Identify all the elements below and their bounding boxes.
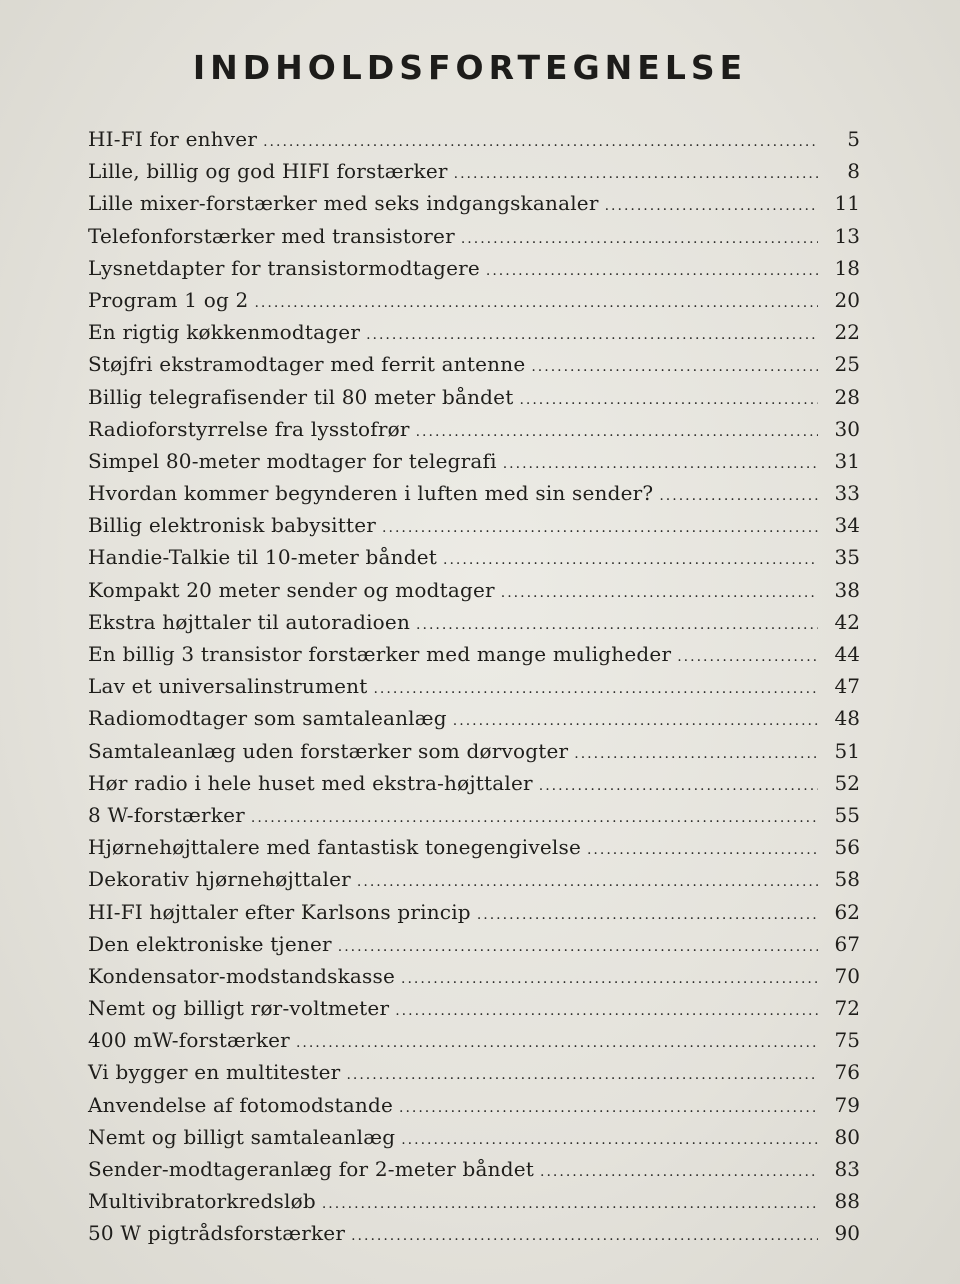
toc-entry bbox=[88, 1060, 860, 1092]
dot-leader bbox=[574, 746, 818, 762]
toc-entry-page-number: 76 bbox=[834, 1060, 860, 1085]
toc-entry-title: Lysnetdapter for transistormodtagere bbox=[88, 255, 480, 280]
toc-entry-page-number: 30 bbox=[834, 416, 860, 441]
dot-leader bbox=[416, 617, 818, 633]
toc-entry-title: Billig telegrafisender til 80 meter båndet bbox=[88, 384, 514, 409]
table-of-contents bbox=[88, 127, 860, 1254]
toc-entry bbox=[88, 1221, 860, 1253]
toc-entry-page-number: 33 bbox=[834, 481, 860, 506]
toc-entry-title: Program 1 og 2 bbox=[88, 287, 249, 312]
toc-entry bbox=[88, 256, 860, 288]
toc-entry-title: Lav et universalinstrument bbox=[88, 674, 368, 699]
toc-entry-page-number: 44 bbox=[834, 642, 860, 666]
toc-entry-page-number: 55 bbox=[834, 802, 860, 827]
toc-entry-title: Handie-Talkie til 10-meter båndet bbox=[88, 545, 438, 570]
toc-entry-page-number: 13 bbox=[834, 223, 860, 248]
toc-entry bbox=[88, 964, 860, 996]
dot-leader bbox=[322, 1196, 818, 1212]
dot-leader bbox=[539, 778, 818, 794]
toc-entry-page-number: 34 bbox=[834, 513, 860, 538]
toc-entry-page-number: 11 bbox=[834, 191, 860, 216]
toc-entry-page-number: 70 bbox=[834, 963, 860, 988]
toc-entry bbox=[88, 1125, 860, 1157]
toc-entry-title: Lille, billig og god HIFI forstærker bbox=[88, 159, 448, 184]
toc-entry bbox=[88, 610, 860, 642]
toc-entry bbox=[88, 578, 860, 610]
toc-entry-page-number: 18 bbox=[834, 255, 860, 280]
dot-leader bbox=[540, 1164, 818, 1180]
toc-entry-title: Anvendelse af fotomodstande bbox=[88, 1092, 393, 1117]
toc-entry bbox=[88, 803, 860, 835]
toc-entry bbox=[88, 513, 860, 545]
toc-entry-title: Sender-modtageranlæg for 2-meter båndet bbox=[88, 1157, 535, 1181]
toc-entry-page-number: 28 bbox=[834, 384, 860, 409]
dot-leader bbox=[461, 231, 818, 247]
toc-entry-page-number: 8 bbox=[847, 159, 860, 184]
toc-entry-title: Telefonforstærker med transistorer bbox=[88, 223, 455, 248]
toc-entry-title: En billig 3 transistor forstærker med mange muligheder bbox=[88, 642, 672, 666]
dot-leader bbox=[254, 295, 818, 311]
dot-leader bbox=[395, 1003, 818, 1019]
toc-entry-title: Billig elektronisk babysitter bbox=[88, 513, 377, 538]
dot-leader bbox=[263, 134, 818, 150]
dot-leader bbox=[351, 1228, 818, 1244]
dot-leader bbox=[677, 649, 818, 665]
toc-entry bbox=[88, 674, 860, 706]
toc-entry-page-number: 38 bbox=[834, 577, 860, 602]
toc-entry-page-number: 83 bbox=[834, 1157, 860, 1181]
dot-leader bbox=[454, 166, 818, 182]
dot-leader bbox=[399, 1100, 818, 1116]
page-title: INDHOLDSFORTEGNELSE bbox=[192, 48, 748, 87]
toc-entry-page-number: 47 bbox=[834, 674, 860, 699]
toc-entry-page-number: 88 bbox=[834, 1189, 860, 1214]
dot-leader bbox=[443, 552, 818, 568]
dot-leader bbox=[605, 198, 818, 214]
toc-entry bbox=[88, 739, 860, 771]
toc-entry bbox=[88, 159, 860, 191]
toc-entry-page-number: 79 bbox=[834, 1092, 860, 1117]
toc-entry-title: Radioforstyrrelse fra lysstofrør bbox=[88, 416, 410, 441]
toc-entry-title: Hjørnehøjttalere med fantastisk tonegengivelse bbox=[88, 835, 581, 860]
toc-entry bbox=[88, 642, 860, 674]
toc-entry-title: Kompakt 20 meter sender og modtager bbox=[88, 577, 495, 602]
toc-entry bbox=[88, 320, 860, 352]
toc-entry bbox=[88, 224, 860, 256]
toc-entry bbox=[88, 706, 860, 738]
toc-entry bbox=[88, 1189, 860, 1221]
toc-entry-page-number: 20 bbox=[834, 287, 860, 312]
toc-entry-page-number: 42 bbox=[834, 609, 860, 634]
toc-entry bbox=[88, 352, 860, 384]
toc-entry bbox=[88, 996, 860, 1028]
toc-entry bbox=[88, 385, 860, 417]
toc-entry-page-number: 48 bbox=[834, 706, 860, 731]
toc-entry-title: Simpel 80-meter modtager for telegrafi bbox=[88, 448, 497, 473]
dot-leader bbox=[382, 520, 818, 536]
toc-entry bbox=[88, 835, 860, 867]
toc-entry bbox=[88, 545, 860, 577]
toc-entry bbox=[88, 191, 860, 223]
toc-entry bbox=[88, 900, 860, 932]
toc-entry bbox=[88, 127, 860, 159]
toc-entry-page-number: 5 bbox=[847, 127, 860, 151]
toc-entry-title: Multivibratorkredsløb bbox=[88, 1189, 316, 1214]
toc-entry-title: En rigtig køkkenmodtager bbox=[88, 320, 361, 345]
toc-entry-title: Kondensator-modstandskasse bbox=[88, 963, 396, 988]
dot-leader bbox=[501, 585, 818, 601]
toc-entry-page-number: 75 bbox=[834, 1028, 860, 1053]
toc-entry bbox=[88, 867, 860, 899]
toc-entry-title: Dekorativ hjørnehøjttaler bbox=[88, 867, 351, 892]
dot-leader bbox=[587, 842, 818, 858]
toc-entry-page-number: 51 bbox=[834, 738, 860, 763]
toc-entry-title: 50 W pigtrådsforstærker bbox=[88, 1221, 346, 1246]
dot-leader bbox=[659, 488, 818, 504]
dot-leader bbox=[519, 392, 818, 408]
dot-leader bbox=[366, 327, 818, 343]
toc-entry-page-number: 62 bbox=[834, 899, 860, 924]
toc-entry-page-number: 58 bbox=[834, 867, 860, 892]
toc-entry-title: Lille mixer-forstærker med seks indgangskanaler bbox=[88, 191, 599, 216]
toc-entry bbox=[88, 288, 860, 320]
dot-leader bbox=[346, 1067, 818, 1083]
toc-entry bbox=[88, 1093, 860, 1125]
toc-entry-title: Nemt og billigt samtaleanlæg bbox=[88, 1124, 396, 1149]
toc-entry-page-number: 56 bbox=[834, 835, 860, 860]
dot-leader bbox=[531, 359, 818, 375]
toc-entry bbox=[88, 1157, 860, 1189]
toc-entry bbox=[88, 449, 860, 481]
dot-leader bbox=[401, 971, 818, 987]
toc-entry-page-number: 52 bbox=[834, 770, 860, 795]
toc-entry-page-number: 31 bbox=[834, 448, 860, 473]
toc-entry-page-number: 72 bbox=[834, 996, 860, 1021]
dot-leader bbox=[486, 263, 818, 279]
toc-entry-page-number: 35 bbox=[834, 545, 860, 570]
dot-leader bbox=[416, 424, 818, 440]
toc-entry-title: Samtaleanlæg uden forstærker som dørvogter bbox=[88, 738, 569, 763]
toc-entry-page-number: 67 bbox=[834, 931, 860, 956]
dot-leader bbox=[477, 907, 818, 923]
dot-leader bbox=[401, 1132, 818, 1148]
toc-entry-page-number: 80 bbox=[834, 1124, 860, 1149]
dot-leader bbox=[251, 810, 818, 826]
toc-entry bbox=[88, 771, 860, 803]
toc-entry-title: Hvordan kommer begynderen i luften med sin sender? bbox=[88, 481, 654, 506]
toc-entry-title: Hør radio i hele huset med ekstra-højttaler bbox=[88, 770, 533, 795]
toc-entry-title: Radiomodtager som samtaleanlæg bbox=[88, 706, 447, 731]
dot-leader bbox=[373, 681, 818, 697]
toc-entry-title: Ekstra højttaler til autoradioen bbox=[88, 609, 411, 634]
dot-leader bbox=[296, 1035, 818, 1051]
toc-entry-page-number: 25 bbox=[834, 352, 860, 377]
dot-leader bbox=[357, 874, 818, 890]
dot-leader bbox=[338, 939, 818, 955]
toc-entry-title: Nemt og billigt rør-voltmeter bbox=[88, 996, 390, 1021]
toc-entry-page-number: 22 bbox=[834, 320, 860, 345]
toc-entry bbox=[88, 417, 860, 449]
toc-entry bbox=[88, 932, 860, 964]
toc-entry-title: HI-FI for enhver bbox=[88, 127, 258, 151]
toc-entry-title: 400 mW-forstærker bbox=[88, 1028, 290, 1053]
toc-entry-title: HI-FI højttaler efter Karlsons princip bbox=[88, 899, 471, 924]
toc-entry-title: 8 W-forstærker bbox=[88, 802, 245, 827]
dot-leader bbox=[503, 456, 818, 472]
toc-entry bbox=[88, 481, 860, 513]
toc-entry-title: Støjfri ekstramodtager med ferrit antenne bbox=[88, 352, 526, 377]
toc-entry-title: Vi bygger en multitester bbox=[88, 1060, 341, 1085]
toc-entry-title: Den elektroniske tjener bbox=[88, 931, 332, 956]
dot-leader bbox=[453, 713, 818, 729]
toc-entry bbox=[88, 1028, 860, 1060]
toc-entry-page-number: 90 bbox=[834, 1221, 860, 1246]
